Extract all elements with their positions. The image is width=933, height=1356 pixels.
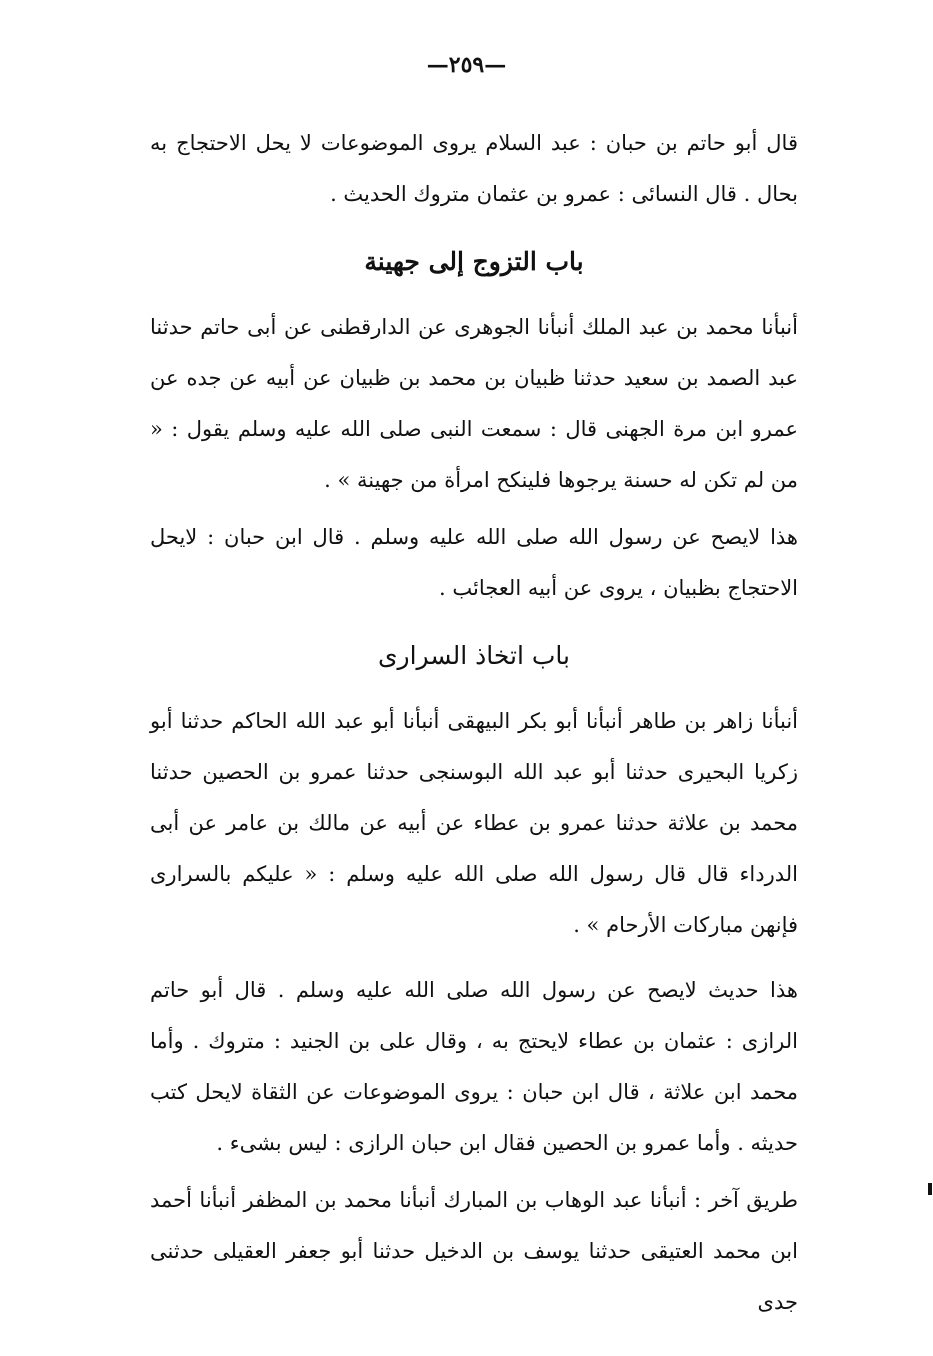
page-number: —٢٥٩— xyxy=(426,52,507,78)
section-heading-concubines: باب اتخاذ السرارى xyxy=(377,641,571,670)
paragraph-grading-juhayna: هذا لايصح عن رسول الله صلى الله عليه وسلم . قال ابن حبان : لايحل الاحتجاج بظبيان ، يروى عن أبيه العجائب . xyxy=(150,525,798,600)
paragraph-isnad-concubines: أنبأنا زاهر بن طاهر أنبأنا أبو بكر البيهقى أنبأنا أبو عبد الله الحاكم حدثنا أبو زكريا البحيرى حدثنا أبو عبد الله البوسنجى حدثنا عمرو بن الحصين حدثنا محمد بن علاثة حدثنا عمرو بن عطاء عن أبيه عن مالك بن عامر عن أبى الدرداء قال قال رسول الله صلى الله عليه وسلم : « عليكم بالسرارى فإنهن مباركات الأرحام » . xyxy=(150,709,798,937)
margin-mark xyxy=(928,1183,932,1195)
paragraph-intro: قال أبو حاتم بن حبان : عبد السلام يروى الموضوعات لا يحل الاحتجاج به بحال . قال النسائى : عمرو بن عثمان متروك الحديث . xyxy=(150,131,798,206)
paragraph-another-route: طريق آخر : أنبأنا عبد الوهاب بن المبارك أنبأنا محمد بن المظفر أنبأنا أحمد ابن محمد العتيقى حدثنا يوسف بن الدخيل حدثنا أبو جعفر العقيلى حدثنى جدى xyxy=(150,1188,798,1314)
section-heading-marriage-juhayna: باب التزوج إلى جهينة xyxy=(364,247,584,276)
paragraph-grading-concubines: هذا حديث لايصح عن رسول الله صلى الله عليه وسلم . قال أبو حاتم الرازى : عثمان بن عطاء لايحتج به ، وقال على بن الجنيد : متروك . وأما محمد ابن علاثة ، قال ابن حبان : يروى الموضوعات عن الثقاة لايحل كتب حديثه . وأما عمرو بن الحصين فقال ابن حبان الرازى : ليس بشىء . xyxy=(150,978,798,1155)
paragraph-isnad-juhayna: أنبأنا محمد بن عبد الملك أنبأنا الجوهرى عن الدارقطنى عن أبى حاتم حدثنا عبد الصمد بن سعيد حدثنا ظبيان بن محمد بن ظبيان عن أبيه عن جده عن عمرو ابن مرة الجهنى قال : سمعت النبى صلى الله عليه وسلم يقول : « من لم تكن له حسنة يرجوها فلينكح امرأة من جهينة » . xyxy=(150,315,798,492)
page-body xyxy=(150,118,798,1328)
